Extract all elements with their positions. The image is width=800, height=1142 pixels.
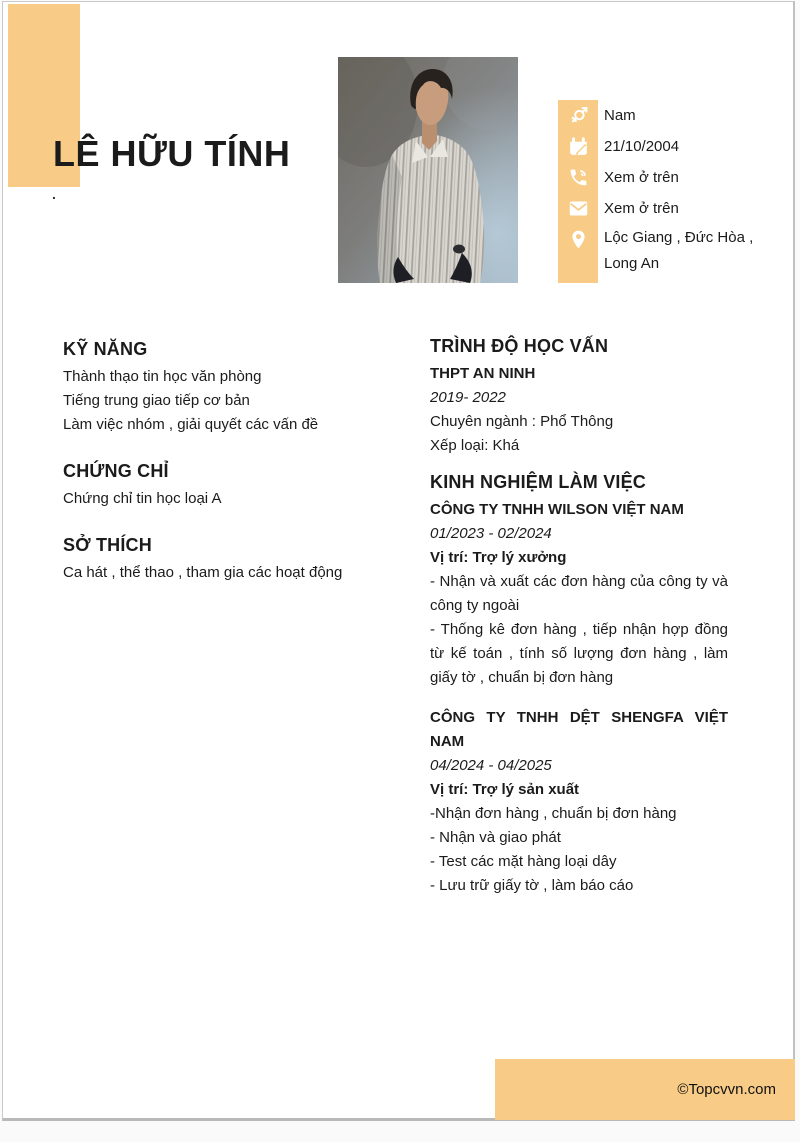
skills-heading: KỸ NĂNG xyxy=(63,339,148,359)
job-position: Vị trí: Trợ lý xưởng xyxy=(430,549,567,566)
experience-heading: KINH NGHIỆM LÀM VIỆC xyxy=(430,472,647,492)
skill-item: Thành thạo tin học văn phòng xyxy=(63,368,262,385)
contact-email: Xem ở trên xyxy=(604,200,679,217)
education-grade: Xếp loại: Khá xyxy=(430,437,520,454)
contact-phone: Xem ở trên xyxy=(604,169,679,186)
phone-icon xyxy=(568,162,589,193)
job-company: CÔNG TY TNHH DỆT SHENGFA VIỆT NAM xyxy=(430,709,728,750)
left-column xyxy=(63,337,408,585)
hobbies-list xyxy=(63,561,408,585)
job-detail: - Test các mặt hàng loại dây xyxy=(430,853,617,870)
school-name: THPT AN NINH xyxy=(430,365,536,382)
decorative-dot: . xyxy=(52,186,56,202)
contact-icon-strip xyxy=(558,100,598,283)
profile-photo-image xyxy=(338,57,518,283)
contact-birthdate: 21/10/2004 xyxy=(604,138,680,155)
contact-gender: Nam xyxy=(604,107,636,124)
location-icon xyxy=(568,224,589,255)
certificates-heading: CHỨNG CHỈ xyxy=(63,461,169,481)
job-detail: -Nhận đơn hàng , chuẩn bị đơn hàng xyxy=(430,805,677,822)
job-period: 01/2023 - 02/2024 xyxy=(430,525,552,542)
education-period: 2019- 2022 xyxy=(430,389,506,406)
footer-bar xyxy=(495,1059,795,1120)
certificate-item: Chứng chỉ tin học loại A xyxy=(63,490,222,507)
job-position: Vị trí: Trợ lý sản xuất xyxy=(430,781,580,798)
job-detail: - Thống kê đơn hàng , tiếp nhận hợp đồng từ kế toán , tính số lượng đơn hàng , làm giấy tờ , chuẩn bị đơn hàng xyxy=(430,621,728,686)
education-major: Chuyên ngành : Phổ Thông xyxy=(430,413,614,430)
skill-item: Tiếng trung giao tiếp cơ bản xyxy=(63,392,250,409)
contact-address: Lộc Giang , Đức Hòa , Long An xyxy=(604,229,754,272)
job-company: CÔNG TY TNHH WILSON VIỆT NAM xyxy=(430,501,684,518)
job-entry xyxy=(430,706,728,898)
gender-icon xyxy=(568,100,589,131)
footer-credit: ©Topcvvn.com xyxy=(677,1081,776,1098)
skills-list xyxy=(63,365,408,437)
mail-icon xyxy=(568,193,589,224)
job-detail: - Lưu trữ giấy tờ , làm báo cáo xyxy=(430,877,634,894)
job-detail: - Nhận và giao phát xyxy=(430,829,561,846)
hobbies-heading: SỞ THÍCH xyxy=(63,535,152,555)
job-entry xyxy=(430,498,728,690)
job-detail: - Nhận và xuất các đơn hàng của công ty và công ty ngoài xyxy=(430,573,728,614)
education-heading: TRÌNH ĐỘ HỌC VẤN xyxy=(430,336,609,356)
calendar-icon xyxy=(568,131,589,162)
contact-info xyxy=(558,100,784,283)
job-period: 04/2024 - 04/2025 xyxy=(430,757,552,774)
hobby-item: Ca hát , thể thao , tham gia các hoạt động xyxy=(63,564,343,581)
candidate-name: LÊ HỮU TÍNH xyxy=(53,133,291,174)
skill-item: Làm việc nhóm , giải quyết các vấn đề xyxy=(63,416,319,433)
right-column xyxy=(430,334,728,898)
certificates-list xyxy=(63,487,408,511)
profile-photo xyxy=(338,57,518,283)
